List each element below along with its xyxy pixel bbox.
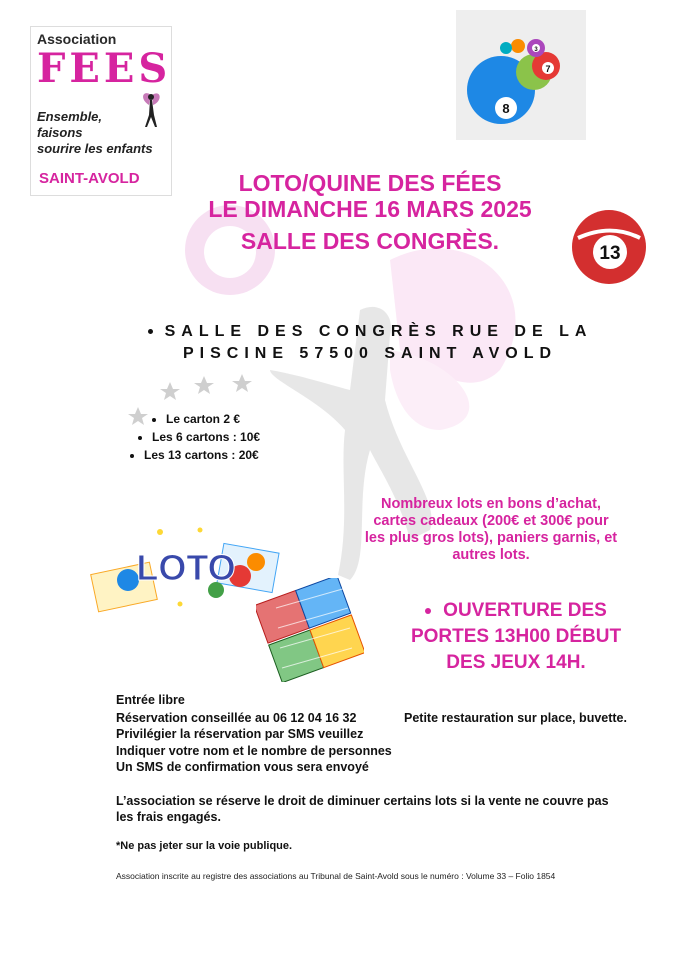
bingo-balls-image bbox=[456, 10, 586, 140]
prizes-line: cartes cadeaux (200€ et 300€ pour bbox=[373, 513, 609, 529]
reservation-info: Réservation conseillée au 06 12 04 16 32 bbox=[116, 711, 357, 725]
sms-info-3: Un SMS de confirmation vous sera envoyé bbox=[116, 760, 369, 774]
address-text: SALLE DES CONGRÈS RUE DE LA bbox=[164, 323, 593, 340]
opening-text: OUVERTURE DES bbox=[443, 600, 607, 621]
logo-tagline-line: sourire les enfants bbox=[37, 141, 153, 156]
sms-info-1: Privilégier la réservation par SMS veuillez bbox=[116, 727, 364, 741]
event-venue-title: SALLE DES CONGRÈS. bbox=[240, 228, 500, 254]
bingo-ball-13-icon bbox=[570, 208, 648, 286]
logo-association-label: Association bbox=[37, 31, 117, 47]
price-text: Les 13 cartons : 20€ bbox=[144, 448, 259, 462]
ball-8-label: 8 bbox=[502, 101, 510, 116]
disclaimer-line-1: L’association se réserve le droit de diminuer certains lots si la vente ne couvre pas bbox=[116, 794, 609, 808]
price-text: Les 6 cartons : 10€ bbox=[152, 430, 261, 444]
address-line-1 bbox=[120, 323, 620, 341]
bingo-cards-image bbox=[256, 578, 364, 682]
loto-image bbox=[90, 518, 280, 618]
opening-line-1 bbox=[376, 598, 656, 624]
ball-7-label: 7 bbox=[545, 64, 551, 74]
ball-3-label: 3 bbox=[534, 47, 538, 53]
event-date: LE DIMANCHE 16 MARS 2025 bbox=[208, 196, 532, 222]
prizes-line: les plus gros lots), paniers garnis, et bbox=[364, 530, 618, 546]
ball-13-label: 13 bbox=[599, 243, 621, 264]
price-text: Le carton 2 € bbox=[166, 412, 241, 426]
loto-word: LOTO bbox=[136, 547, 236, 588]
bullet-icon bbox=[148, 329, 153, 334]
prizes-line: autres lots. bbox=[452, 547, 530, 563]
food-info: Petite restauration sur place, buvette. bbox=[404, 711, 627, 725]
notice: *Ne pas jeter sur la voie publique. bbox=[116, 840, 293, 852]
event-title: LOTO/QUINE DES FÉES bbox=[238, 170, 502, 196]
price-item bbox=[152, 412, 240, 426]
price-item bbox=[130, 448, 259, 462]
logo-tagline-line: faisons bbox=[37, 125, 83, 140]
bullet-icon bbox=[425, 608, 431, 614]
registry-info: Association inscrite au registre des associations au Tribunal de Saint-Avold sous le numéro : Volume 33 – Folio 1854 bbox=[116, 871, 556, 881]
logo-tagline-line: Ensemble, bbox=[37, 109, 103, 124]
sms-info-2: Indiquer votre nom et le nombre de personnes bbox=[116, 744, 392, 758]
address-line-2: PISCINE 57500 SAINT AVOLD bbox=[182, 345, 558, 362]
opening-hours bbox=[376, 598, 656, 676]
opening-line-3: DES JEUX 14H. bbox=[446, 652, 586, 673]
prizes-line: Nombreux lots en bons d’achat, bbox=[381, 496, 601, 512]
logo-tagline bbox=[37, 109, 167, 157]
prizes-description bbox=[336, 496, 646, 564]
entry-info: Entrée libre bbox=[116, 693, 185, 707]
disclaimer-line-2: les frais engagés. bbox=[116, 810, 221, 824]
opening-line-2: PORTES 13H00 DÉBUT bbox=[410, 626, 622, 647]
logo-city: SAINT-AVOLD bbox=[39, 170, 140, 187]
price-item bbox=[138, 430, 260, 444]
logo-name: FEES bbox=[37, 45, 172, 92]
